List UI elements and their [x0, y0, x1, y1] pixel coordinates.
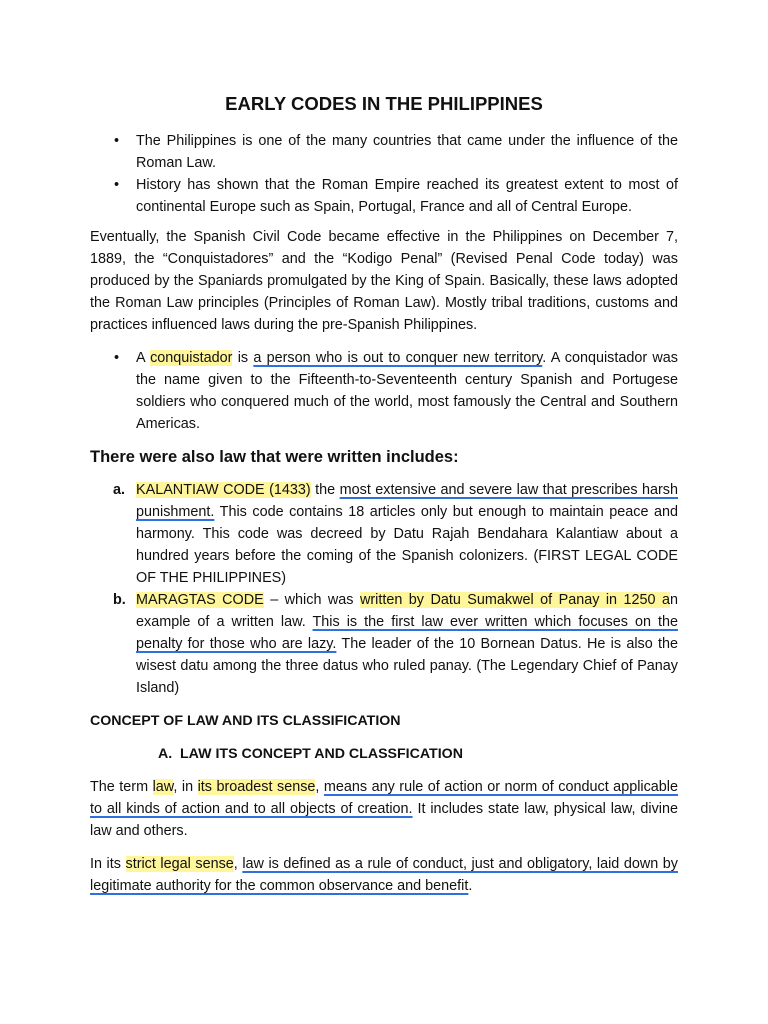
subheading-law-concept [90, 743, 678, 765]
text-segment: In its [90, 856, 126, 872]
highlight-broadest-sense: its broadest sense [197, 779, 316, 795]
text-segment: , in [173, 779, 198, 795]
text-segment: This code contains 18 articles only but enough to maintain peace and harmony. This code was decreed by Datu Rajah Bendahara Kalantiaw about a hundred years before the coming of the Spanish colonizers. (FIRST LEGAL CODE OF THE PHILIPPINES) [136, 504, 678, 586]
intro-bullet-list [90, 130, 678, 218]
conquistador-bullet-list [90, 347, 678, 435]
text-segment: n example of a written law. [136, 592, 679, 630]
text-segment: The term [90, 779, 153, 795]
code-item-kalantiaw [113, 479, 678, 589]
heading-concept-of-law: CONCEPT OF LAW AND ITS CLASSIFICATION [90, 713, 401, 729]
underline-maragtas-description: This is the first law ever written which focuses on the penalty for those who are lazy. [136, 614, 678, 652]
highlight-maragtas-author: written by Datu Sumakwel of Panay in 1250 a [359, 592, 670, 608]
underline-kalantiaw-description: most extensive and severe law that prescribes harsh punishment. [136, 482, 678, 520]
text-segment: A [136, 350, 151, 366]
heading-written-laws: There were also law that were written includes: [90, 448, 459, 466]
bullet-roman-law: • The Philippines is one of the many countries that came under the influence of the Roman Law. [136, 130, 678, 174]
strict-sense-paragraph [90, 853, 678, 897]
code-item-maragtas [113, 589, 679, 699]
text-segment: . [468, 878, 473, 894]
text-segment: The leader of the 10 Bornean Datus. He is also the wisest datu among the three datus who ruled panay. (The Legendary Chief of Panay Island) [136, 636, 678, 696]
bullet-roman-empire: • History has shown that the Roman Empire reached its greatest extent to most of continental Europe such as Spain, Portugal, France and all of Central Europe. [136, 174, 678, 218]
text-segment: the [310, 482, 340, 498]
page-title: EARLY CODES IN THE PHILIPPINES [225, 93, 543, 114]
bullet-conquistador [136, 347, 678, 435]
underline-conquistador-definition: a person who is out to conquer new territory [253, 350, 543, 366]
spanish-civil-code-paragraph: Eventually, the Spanish Civil Code became effective in the Philippines on December 7, 1889, the “Conquistadores” and the “Kodigo Penal” (Revised Penal Code today) was produced by the Spaniards promulgated by the King of Spain. Basically, these laws adopted the Roman Law principles (Principles of Roman Law). Mostly tribal traditions, customs and practices influenced laws during the pre-Spanish Philippines. [90, 229, 678, 333]
text-segment: – which was [263, 592, 360, 608]
highlight-strict-legal-sense: strict legal sense [125, 856, 234, 872]
highlight-conquistador: conquistador [150, 350, 233, 366]
text-segment: . A conquistador was the name given to the Fifteenth-to-Seventeenth century Spanish and Portugese soldiers who conquered much of the world, most famously the Central and Southern Americas. [136, 350, 678, 432]
text-segment: It includes state law, physical law, divine law and others. [90, 801, 678, 839]
highlight-law: law [152, 779, 174, 795]
broadest-sense-paragraph [90, 776, 678, 842]
subheading-number: A. [158, 746, 173, 762]
highlight-maragtas-code: MARAGTAS CODE [136, 592, 264, 608]
text-segment: is [232, 350, 254, 366]
highlight-kalantiaw-code: KALANTIAW CODE (1433) [136, 482, 311, 498]
written-codes-list [90, 479, 678, 699]
subheading-text: LAW ITS CONCEPT AND CLASSFICATION [180, 746, 463, 762]
text-segment: , [233, 856, 243, 872]
underline-strict-definition: law is defined as a rule of conduct, just and obligatory, laid down by legitimate authority for the common observance and benefit [90, 856, 678, 894]
underline-broadest-definition: means any rule of action or norm of conduct applicable to all kinds of action and to all objects of creation. [90, 779, 678, 817]
list-marker-b: b. [113, 592, 126, 608]
text-segment: , [315, 779, 324, 795]
list-marker-a: a. [113, 482, 126, 498]
